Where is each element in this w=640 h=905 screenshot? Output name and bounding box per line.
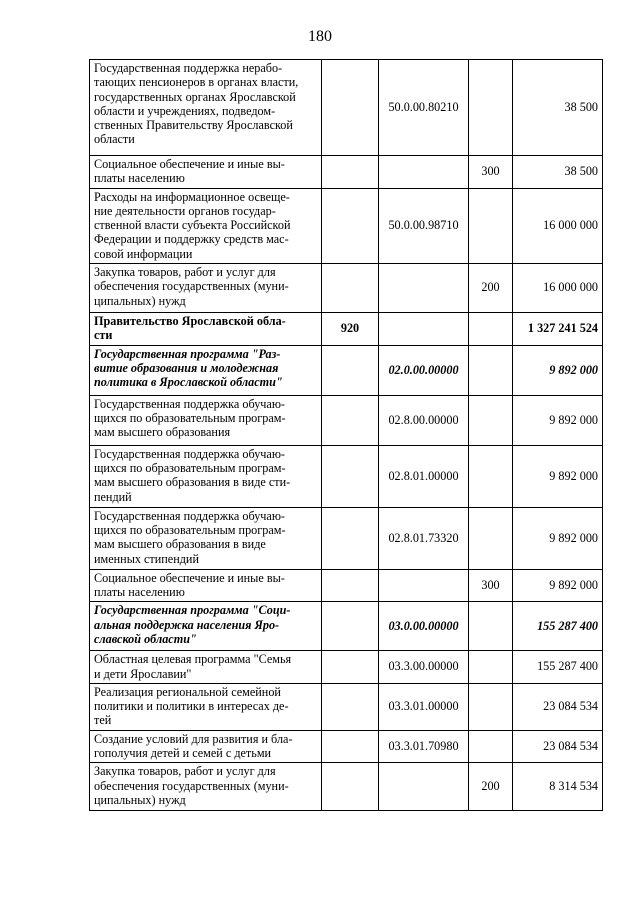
cell-name: Социальное обеспечение и иные вы- платы населению <box>90 569 322 602</box>
cell-ministry-code <box>322 730 379 763</box>
table-row <box>90 313 603 346</box>
cell-expense-type: 300 <box>469 569 513 602</box>
cell-ministry-code <box>322 188 379 263</box>
cell-name: Расходы на информационное освеще- ние деятельности органов государ- ственной власти субъекта Российской Федерации и поддержку средств мас- совой информации <box>90 188 322 263</box>
cell-name: Реализация региональной семейной политики и политики в интересах де- тей <box>90 683 322 730</box>
table-row <box>90 569 603 602</box>
cell-expense-type: 200 <box>469 763 513 811</box>
cell-amount: 38 500 <box>513 60 603 156</box>
cell-expense-type: 300 <box>469 156 513 189</box>
cell-expense-type <box>469 445 513 507</box>
cell-expense-type: 200 <box>469 264 513 313</box>
cell-ministry-code <box>322 345 379 395</box>
cell-amount: 38 500 <box>513 156 603 189</box>
cell-expense-type <box>469 395 513 445</box>
cell-name: Создание условий для развития и бла- гополучия детей и семей с детьми <box>90 730 322 763</box>
table-row <box>90 683 603 730</box>
cell-expense-type <box>469 683 513 730</box>
cell-target-code: 50.0.00.80210 <box>379 60 469 156</box>
cell-target-code <box>379 156 469 189</box>
table-row <box>90 60 603 156</box>
cell-amount: 23 084 534 <box>513 683 603 730</box>
cell-expense-type <box>469 507 513 569</box>
cell-ministry-code <box>322 651 379 684</box>
budget-table <box>89 59 603 811</box>
cell-expense-type <box>469 602 513 651</box>
cell-amount: 9 892 000 <box>513 345 603 395</box>
cell-amount: 16 000 000 <box>513 264 603 313</box>
cell-ministry-code: 920 <box>322 313 379 346</box>
cell-amount: 23 084 534 <box>513 730 603 763</box>
table-row <box>90 651 603 684</box>
cell-target-code: 03.3.00.00000 <box>379 651 469 684</box>
cell-name: Закупка товаров, работ и услуг для обеспечения государственных (муни- ципальных) нужд <box>90 763 322 811</box>
cell-ministry-code <box>322 445 379 507</box>
cell-amount: 9 892 000 <box>513 395 603 445</box>
cell-expense-type <box>469 651 513 684</box>
cell-amount: 8 314 534 <box>513 763 603 811</box>
cell-amount: 155 287 400 <box>513 651 603 684</box>
cell-target-code: 02.8.01.00000 <box>379 445 469 507</box>
cell-amount: 1 327 241 524 <box>513 313 603 346</box>
cell-ministry-code <box>322 683 379 730</box>
cell-name: Государственная поддержка обучаю- щихся по образовательным програм- мам высшего образования <box>90 395 322 445</box>
cell-amount: 155 287 400 <box>513 602 603 651</box>
cell-expense-type <box>469 313 513 346</box>
cell-target-code: 03.3.01.00000 <box>379 683 469 730</box>
cell-target-code: 50.0.00.98710 <box>379 188 469 263</box>
cell-target-code: 02.8.00.00000 <box>379 395 469 445</box>
cell-name: Государственная поддержка нерабо- тающих пенсионеров в органах власти, государственных органах Ярославской области и учреждениях, подведом- ственных Правительству Ярославской области <box>90 60 322 156</box>
table-row <box>90 602 603 651</box>
cell-ministry-code <box>322 60 379 156</box>
cell-target-code: 03.3.01.70980 <box>379 730 469 763</box>
cell-target-code <box>379 264 469 313</box>
cell-amount: 9 892 000 <box>513 569 603 602</box>
cell-name: Правительство Ярославской обла- сти <box>90 313 322 346</box>
cell-amount: 9 892 000 <box>513 445 603 507</box>
cell-ministry-code <box>322 507 379 569</box>
cell-amount: 9 892 000 <box>513 507 603 569</box>
cell-target-code <box>379 763 469 811</box>
cell-ministry-code <box>322 602 379 651</box>
cell-ministry-code <box>322 763 379 811</box>
cell-target-code: 03.0.00.00000 <box>379 602 469 651</box>
cell-name: Закупка товаров, работ и услуг для обеспечения государственных (муни- ципальных) нужд <box>90 264 322 313</box>
cell-ministry-code <box>322 395 379 445</box>
page-number: 180 <box>308 28 332 45</box>
cell-expense-type <box>469 345 513 395</box>
table-row <box>90 730 603 763</box>
cell-ministry-code <box>322 264 379 313</box>
cell-target-code: 02.8.01.73320 <box>379 507 469 569</box>
cell-target-code <box>379 569 469 602</box>
table-row <box>90 345 603 395</box>
budget-table-body <box>90 60 603 811</box>
table-row <box>90 188 603 263</box>
table-row <box>90 264 603 313</box>
table-row <box>90 507 603 569</box>
cell-target-code <box>379 313 469 346</box>
cell-name: Государственная программа "Раз- витие образования и молодежная политика в Ярославской области" <box>90 345 322 395</box>
cell-expense-type <box>469 60 513 156</box>
cell-expense-type <box>469 188 513 263</box>
table-row <box>90 156 603 189</box>
cell-expense-type <box>469 730 513 763</box>
table-row <box>90 763 603 811</box>
cell-ministry-code <box>322 156 379 189</box>
cell-name: Областная целевая программа "Семья и дети Ярославии" <box>90 651 322 684</box>
table-row <box>90 445 603 507</box>
cell-target-code: 02.0.00.00000 <box>379 345 469 395</box>
cell-ministry-code <box>322 569 379 602</box>
cell-amount: 16 000 000 <box>513 188 603 263</box>
cell-name: Государственная поддержка обучаю- щихся по образовательным програм- мам высшего образования в виде сти- пендий <box>90 445 322 507</box>
table-row <box>90 395 603 445</box>
cell-name: Государственная поддержка обучаю- щихся по образовательным програм- мам высшего образования в виде именных стипендий <box>90 507 322 569</box>
cell-name: Государственная программа "Соци- альная поддержка населения Яро- славской области" <box>90 602 322 651</box>
cell-name: Социальное обеспечение и иные вы- платы населению <box>90 156 322 189</box>
